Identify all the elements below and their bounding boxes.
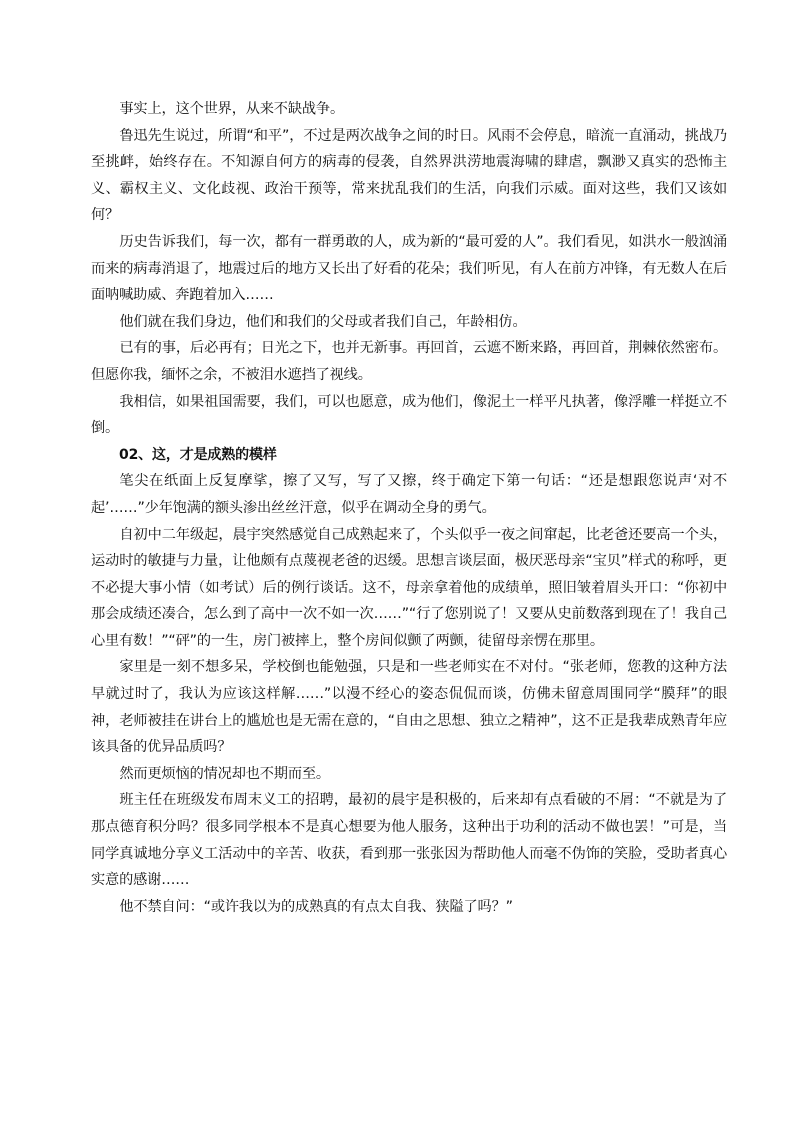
paragraph: 已有的事，后必再有；日光之下，也并无新事。再回首，云遮不断来路，再回首，荆棘依然密布。但愿你我，缅怀之余，不被泪水遮挡了视线。 — [91, 340, 727, 383]
paragraph: 事实上，这个世界，从来不缺战争。 — [119, 101, 344, 117]
document-body — [91, 96, 727, 920]
paragraph: 他不禁自问：“或许我以为的成熟真的有点太自我、狭隘了吗？” — [119, 898, 513, 915]
paragraph: 笔尖在纸面上反复摩挲，擦了又写，写了又擦，终于确定下第一句话：“还是想跟您说声‘对不起’……”少年饱满的额头渗出丝丝汗意，似乎在调动全身的勇气。 — [91, 473, 727, 516]
section-heading: 02、这，才是成熟的模样 — [119, 446, 277, 463]
paragraph: 我相信，如果祖国需要，我们，可以也愿意，成为他们，像泥土一样平凡执著，像浮雕一样挺立不倒。 — [91, 393, 727, 437]
paragraph: 班主任在班级发布周末义工的招聘，最初的晨宇是积极的，后来却有点看破的不屑：“不就是为了那点德育积分吗？很多同学根本不是真心想要为他人服务，这种出于功利的活动不做也罢！”可是，当同学真诚地分享义工活动中的辛苦、收获，看到那一张张因为帮助他人而毫不伪饰的笑脸，受助者真心实意的感谢…… — [91, 792, 727, 889]
paragraph: 自初中二年级起，晨宇突然感觉自己成熟起来了，个头似乎一夜之间窜起，比老爸还要高一个头，运动时的敏捷与力量，让他颇有点蔑视老爸的迟缓。思想言谈层面，极厌恶母亲“宝贝”样式的称呼，更不必提大事小情（如考试）后的例行谈话。这不，母亲拿着他的成绩单，照旧皱着眉头开口：“你初中那会成绩还凑合，怎么到了高中一次不如一次……”“行了您别说了！又要从史前数落到现在了！我自己心里有数！”“砰”的一生，房门被摔上，整个房间似颤了两颤，徒留母亲愣在那里。 — [91, 526, 727, 649]
paragraph: 他们就在我们身边，他们和我们的父母或者我们自己，年龄相仿。 — [119, 313, 527, 330]
paragraph: 鲁迅先生说过，所谓“和平”，不过是两次战争之间的时日。风雨不会停息，暗流一直涌动，挑战乃至挑衅，始终存在。不知源自何方的病毒的侵袭，自然界洪涝地震海啸的肆虐，飘渺又真实的恐怖主义、霸权主义、文化歧视、政治干预等，常来扰乱我们的生活，向我们示威。面对这些，我们又该如何？ — [91, 127, 727, 224]
paragraph: 历史告诉我们，每一次，都有一群勇敢的人，成为新的“最可爱的人”。我们看见，如洪水一般汹涌而来的病毒消退了，地震过后的地方又长出了好看的花朵；我们听见，有人在前方冲锋，有无数人在后面呐喊助威、奔跑着加入…… — [91, 233, 727, 304]
paragraph: 然而更烦恼的情况却也不期而至。 — [119, 765, 330, 782]
paragraph: 家里是一刻不想多呆，学校倒也能勉强，只是和一些老师实在不对付。“张老师，您教的这种方法早就过时了，我认为应该这样解……”以漫不经心的姿态侃侃而谈，仿佛未留意周围同学“膜拜”的眼神，老师被挂在讲台上的尴尬也是无需在意的，“自由之思想、独立之精神”，这不正是我辈成熟青年应该具备的优异品质吗？ — [91, 659, 727, 756]
